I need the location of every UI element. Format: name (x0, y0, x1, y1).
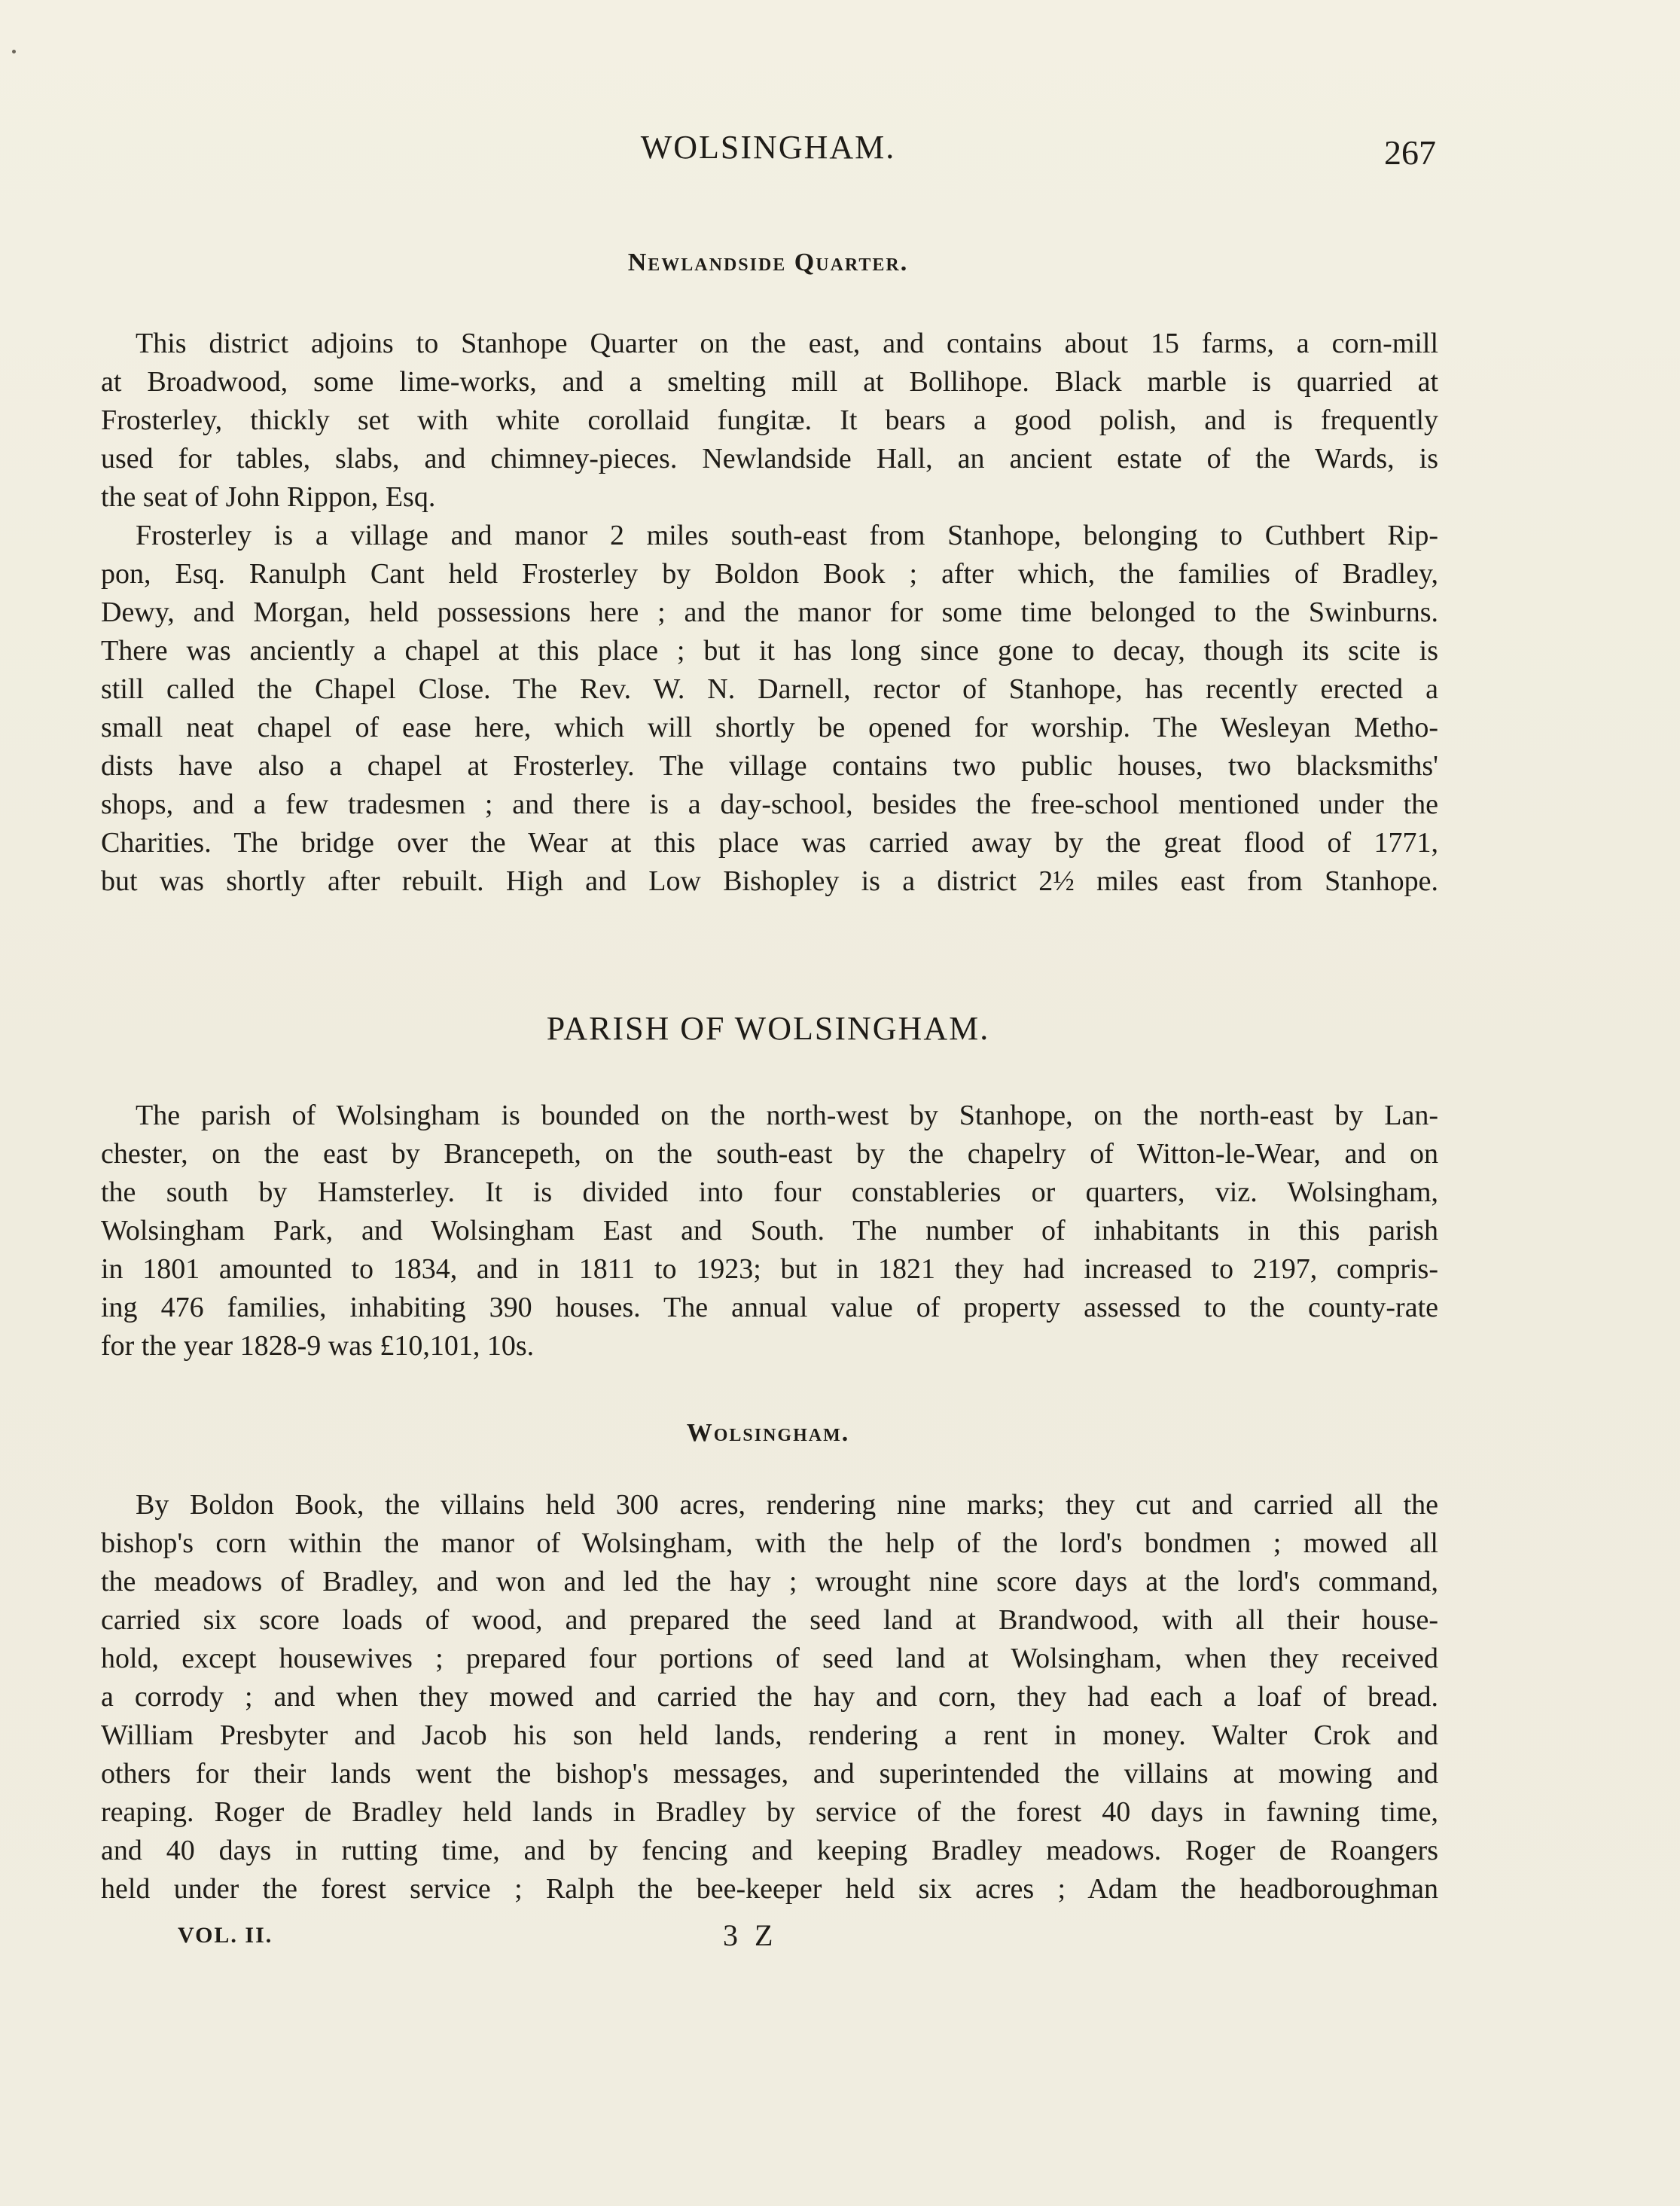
text-line: a corrody ; and when they mowed and carried the hay and corn, they had each a loaf of bread. (101, 1681, 1438, 1713)
text-line: small neat chapel of ease here, which will shortly be opened for worship. The Wesleyan Metho- (101, 712, 1438, 743)
text-line: The parish of Wolsingham is bounded on the north-west by Stanhope, on the north-east by Lan- (136, 1100, 1438, 1131)
text-line: hold, except housewives ; prepared four portions of seed land at Wolsingham, when they received (101, 1643, 1438, 1674)
section-heading-newlandside: Newlandside Quarter. (627, 249, 909, 276)
text-line: still called the Chapel Close. The Rev. W. N. Darnell, rector of Stanhope, has recently erected a (101, 673, 1438, 705)
text-line: reaping. Roger de Bradley held lands in Bradley by service of the forest 40 days in fawning time, (101, 1796, 1438, 1828)
text-line: used for tables, slabs, and chimney-pieces. Newlandside Hall, an ancient estate of the Wards, is (101, 443, 1438, 474)
text-line: Dewy, and Morgan, held possessions here ; and the manor for some time belonged to the Swinburns. (101, 597, 1438, 628)
paragraph-boldon-book (101, 1486, 1438, 1909)
text-line: carried six score loads of wood, and prepared the seed land at Brandwood, with all their house- (101, 1604, 1438, 1636)
text-line: held under the forest service ; Ralph the bee-keeper held six acres ; Adam the headboroughman (101, 1873, 1438, 1905)
text-line: Wolsingham Park, and Wolsingham East and South. The number of inhabitants in this parish (101, 1215, 1438, 1246)
running-title: WOLSINGHAM. (640, 129, 896, 166)
text-line: Frosterley, thickly set with white corollaid fungitæ. It bears a good polish, and is frequently (101, 404, 1438, 436)
text-line: the seat of John Rippon, Esq. (101, 481, 436, 513)
text-line: Frosterley is a village and manor 2 miles south-east from Stanhope, belonging to Cuthbert Rip- (136, 520, 1438, 551)
text-line: for the year 1828-9 was £10,101, 10s. (101, 1330, 535, 1362)
text-line: bishop's corn within the manor of Wolsingham, with the help of the lord's bondmen ; mowed all (101, 1527, 1438, 1559)
paragraph-newlandside (101, 325, 1438, 517)
text-line: but was shortly after rebuilt. High and Low Bishopley is a district 2½ miles east from Stanhope. (101, 865, 1438, 897)
text-line: and 40 days in rutting time, and by fencing and keeping Bradley meadows. Roger de Roangers (101, 1835, 1438, 1866)
paragraph-frosterley (101, 517, 1438, 901)
text-line: William Presbyter and Jacob his son held lands, rendering a rent in money. Walter Crok and (101, 1719, 1438, 1751)
section-heading-wolsingham: Wolsingham. (686, 1419, 850, 1447)
text-line: the south by Hamsterley. It is divided into four constableries or quarters, viz. Wolsingham, (101, 1176, 1438, 1208)
text-line: others for their lands went the bishop's messages, and superintended the villains at mowing and (101, 1758, 1438, 1790)
text-line: Charities. The bridge over the Wear at this place was carried away by the great flood of 1771, (101, 827, 1438, 859)
volume-label: VOL. II. (178, 1923, 273, 1948)
text-line: at Broadwood, some lime-works, and a smelting mill at Bollihope. Black marble is quarried at (101, 366, 1438, 398)
text-line: pon, Esq. Ranulph Cant held Frosterley by Boldon Book ; after which, the families of Bradley, (101, 558, 1438, 590)
text-line: the meadows of Bradley, and won and led the hay ; wrought nine score days at the lord's command, (101, 1566, 1438, 1597)
signature-mark: 3 Z (723, 1918, 778, 1952)
paper-speck (12, 50, 16, 53)
text-line: By Boldon Book, the villains held 300 acres, rendering nine marks; they cut and carried all the (136, 1489, 1438, 1521)
text-line: There was anciently a chapel at this place ; but it has long since gone to decay, though its scite is (101, 635, 1438, 667)
text-line: ing 476 families, inhabiting 390 houses. The annual value of property assessed to the county-rate (101, 1292, 1438, 1323)
text-line: in 1801 amounted to 1834, and in 1811 to 1923; but in 1821 they had increased to 2197, compris- (101, 1253, 1438, 1285)
text-line: This district adjoins to Stanhope Quarter on the east, and contains about 15 farms, a corn-mill (136, 328, 1438, 359)
text-line: shops, and a few tradesmen ; and there is a day-school, besides the free-school mentioned under the (101, 789, 1438, 820)
text-line: chester, on the east by Brancepeth, on the south-east by the chapelry of Witton-le-Wear, and on (101, 1138, 1438, 1170)
section-heading-parish: PARISH OF WOLSINGHAM. (546, 1010, 990, 1047)
paragraph-parish (101, 1097, 1438, 1365)
page-number: 267 (1384, 133, 1436, 172)
text-line: dists have also a chapel at Frosterley. The village contains two public houses, two blacksmiths' (101, 750, 1438, 782)
